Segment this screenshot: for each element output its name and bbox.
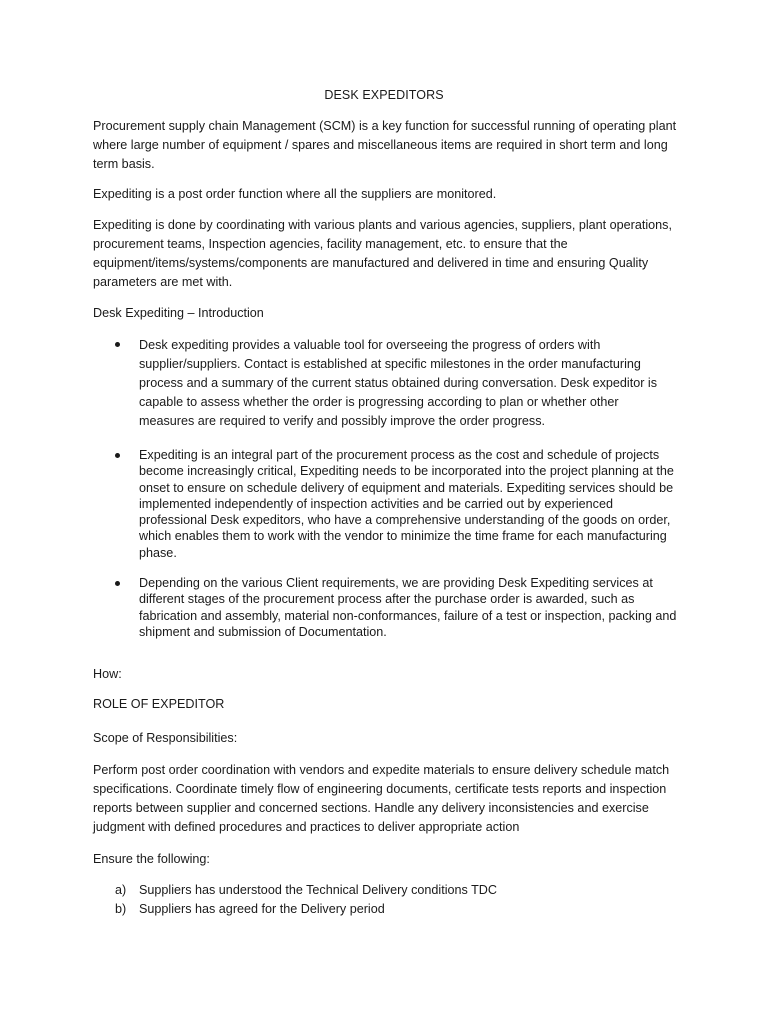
bullet-text: Expediting is an integral part of the procurement process as the cost and schedule of projects become increasingly critical, Expediting needs to be incorporated into the project planning at the onset to ensure on schedule delivery of equipment and materials. Expediting services should be implemented independently of inspection activities and be carried out by experienced professional Desk expeditors, who have a comprehensive understanding of the goods on order, which enables them to work with the vendor to minimize the time frame for each manufacturing phase.: [139, 448, 674, 560]
intro-paragraph-scm: Procurement supply chain Management (SCM) is a key function for successful running of operating plant where large number of equipment / spares and miscellaneous items are required in short term and long term basis.: [93, 119, 677, 171]
intro-heading: Desk Expediting – Introduction: [93, 306, 264, 320]
bullet-dot-icon: [115, 342, 120, 347]
role-heading: ROLE OF EXPEDITOR: [93, 697, 225, 711]
ensure-heading: Ensure the following:: [93, 852, 210, 866]
list-item-text: Suppliers has understood the Technical Delivery conditions TDC: [139, 883, 497, 897]
scope-paragraph: Perform post order coordination with vendors and expedite materials to ensure delivery schedule match specifications. Coordinate timely flow of engineering documents, certificate tests reports and inspection reports between supplier and concerned sections. Handle any delivery inconsistencies and exercise judgment with defined procedures and practices to deliver appropriate action: [93, 763, 670, 834]
list-item-text: Suppliers has agreed for the Delivery period: [139, 902, 385, 916]
list-item: [93, 881, 683, 900]
list-marker: b): [115, 902, 127, 916]
document-title: DESK EXPEDITORS: [324, 88, 444, 102]
ensure-list: [93, 881, 683, 919]
bullet-text: Depending on the various Client requirements, we are providing Desk Expediting services at different stages of the procurement process after the purchase order is awarded, such as fabrication and assembly, material non-conformances, failure of a test or inspection, packing and shipment and submission of Documentation.: [139, 576, 677, 639]
list-marker: a): [115, 883, 127, 897]
scope-heading: Scope of Responsibilities:: [93, 731, 238, 745]
bullet-dot-icon: [115, 581, 120, 586]
intro-paragraph-coordination: Expediting is done by coordinating with various plants and various agencies, suppliers, plant operations, procurement teams, Inspection agencies, facility management, etc. to ensure that the equipment/items/systems/components are manufactured and delivered in time and ensuring Quality parameters are met with.: [93, 218, 672, 289]
intro-paragraph-expediting: Expediting is a post order function where all the suppliers are monitored.: [93, 187, 497, 201]
bullet-text: Desk expediting provides a valuable tool for overseeing the progress of orders with supplier/suppliers. Contact is established at specific milestones in the order manufacturing process and a summary of the current status obtained during conversation. Desk expeditor is capable to assess whether the order is progressing according to plan or whether other measures are required to verify and possibly improve the order progress.: [139, 338, 658, 428]
list-item: [93, 900, 683, 919]
bullet-dot-icon: [115, 453, 120, 458]
how-label: How:: [93, 667, 122, 681]
